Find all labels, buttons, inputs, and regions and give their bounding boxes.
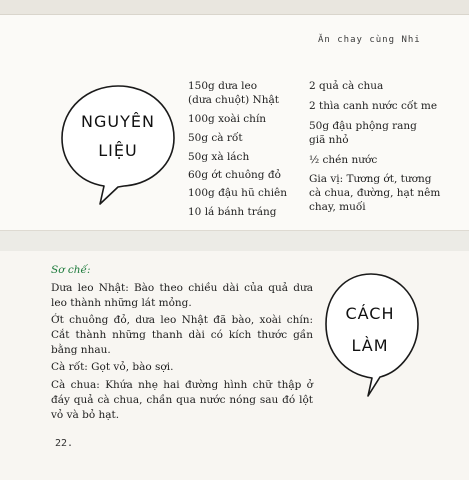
prep-paragraph: Dưa leo Nhật: Bào theo chiều dài của quả dưa leo thành những lát mỏng. bbox=[51, 282, 313, 309]
ingredient-item: 2 quả cà chua bbox=[309, 80, 384, 92]
method-badge-line2: LÀM bbox=[351, 336, 389, 355]
ingredient-item: ½ chén nước bbox=[309, 154, 378, 166]
ingredient-item: 2 thìa canh nước cốt me bbox=[309, 100, 438, 112]
prep-section-title: Sơ chế: bbox=[51, 264, 91, 276]
prep-paragraph: Ớt chuông đỏ, dưa leo Nhật đã bào, xoài chín: Cắt thành những thanh dài có kích thước gần bằng nhau. bbox=[51, 314, 313, 356]
ingredient-item: 50g cà rốt bbox=[188, 132, 243, 144]
prep-paragraph: Cà rốt: Gọt vỏ, bào sợi. bbox=[51, 361, 174, 373]
ingredient-item: 50g đậu phộng rang bbox=[309, 120, 417, 132]
ingredient-item: giã nhỏ bbox=[309, 134, 349, 146]
ingredients-badge-line1: NGUYÊN bbox=[81, 112, 155, 131]
ingredient-item: (dưa chuột) Nhật bbox=[188, 94, 279, 106]
ingredient-item: 100g xoài chín bbox=[188, 113, 267, 125]
ingredient-item: 100g đậu hũ chiên bbox=[188, 187, 288, 199]
ingredient-item: 10 lá bánh tráng bbox=[188, 206, 277, 218]
prep-paragraph: Cà chua: Khứa nhẹ hai đường hình chữ thập ở đáy quả cà chua, chần qua nước nóng sau đó lột vỏ và bỏ hạt. bbox=[51, 379, 313, 421]
method-badge-line1: CÁCH bbox=[345, 304, 395, 323]
ingredient-item: cà chua, đường, hạt nêm bbox=[309, 187, 441, 199]
ingredient-item: Gia vị: Tương ớt, tương bbox=[309, 173, 432, 185]
page-number: 22. bbox=[55, 438, 74, 449]
ingredient-item: 150g dưa leo bbox=[188, 80, 258, 92]
ingredient-item: 60g ớt chuông đỏ bbox=[188, 169, 281, 181]
ingredient-item: 50g xà lách bbox=[188, 151, 250, 163]
ingredient-item: chay, muối bbox=[309, 201, 366, 213]
ingredients-badge-line2: LIỆU bbox=[98, 141, 138, 160]
book-title-header: Ăn chay cùng Nhi bbox=[318, 35, 421, 45]
